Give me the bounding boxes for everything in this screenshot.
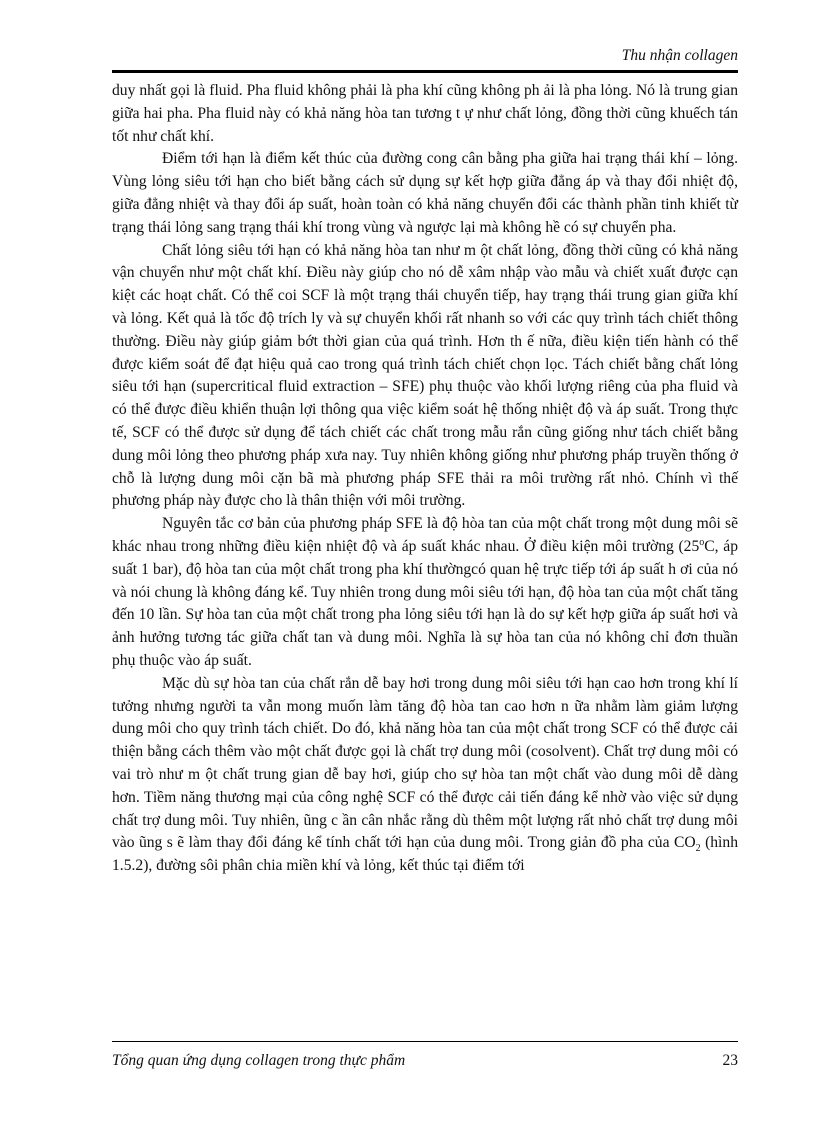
text-run: Mặc dù sự hòa tan của chất rắn dễ bay hơi trong dung môi siêu tới hạn cao hơn trong khí lí tưởng nhưng người ta vẫn mong muốn làm tăng độ hòa tan cao hơn n ữa nhằm làm giảm lượng dung môi cho quy trình tách chiết. Do đó, khả năng hòa tan của một chất trong SCF có thể được cải thiện bằng cách thêm vào một chất được gọi là chất trợ dung môi (cosolvent). Chất trợ dung môi có vai trò như m ột chất trung gian dễ bay hơi, giúp cho sự hòa tan một chất vào dung môi dễ dàng hơn. Tiềm năng thương mại của công nghệ SCF có thể được cải tiến đáng kể nhờ vào việc sử dụng chất trợ dung môi. Tuy nhiên, ũng c ần cân nhắc rằng dù thêm một lượng rất nhỏ chất trợ dung môi vào ũng s ẽ làm thay đổi đáng kể tính chất tới hạn của dung môi. Trong giản đồ pha của CO bbox=[112, 674, 738, 852]
page-number: 23 bbox=[722, 1052, 738, 1069]
paragraph: Điểm tới hạn là điểm kết thúc của đường cong cân bằng pha giữa hai trạng thái khí – lỏng. Vùng lỏng siêu tới hạn cho biết bằng cách sử dụng sự kết hợp giữa đẳng áp và thay đổi nhiệt độ, giữa đẳng nhiệt và thay đổi áp suất, hoàn toàn có khả năng chuyển đổi các thành phần tinh khiết từ trạng thái lỏng sang trạng thái khí trong vùng và ngược lại mà không hề có sự chuyển pha. bbox=[112, 150, 738, 236]
paragraph bbox=[112, 513, 738, 673]
page-body bbox=[112, 80, 738, 878]
text-run: C, áp suất 1 bar), độ hòa tan của một chất trong pha khí thườngcó quan hệ trực tiếp tới áp suất h ơi của nó và nói chung là không đáng kể. Tuy nhiên trong dung môi siêu tới hạn, độ hòa tan của một chất tăng đến 10 lần. Sự hòa tan của một chất trong pha lỏng siêu tới hạn là do sự kết hợp giữa áp suất hơi và ảnh hưởng tương tác giữa chất tan và dung môi. Nghĩa là sự hòa tan của nó không chỉ đơn thuần phụ thuộc vào áp suất. bbox=[112, 537, 738, 669]
paragraph: Chất lỏng siêu tới hạn có khả năng hòa tan như m ột chất lỏng, đồng thời cũng có khả năng vận chuyển như một chất khí. Điều này giúp cho nó dễ xâm nhập vào mẫu và chiết xuất được cạn kiệt các hoạt chất. Có thể coi SCF là một trạng thái chuyển tiếp, hay trạng thái trung gian giữa khí và lỏng. Kết quả là tốc độ trích ly và sự chuyển khối rất nhanh so với các quy trình tách chiết thông thường. Điều này giúp giảm bớt thời gian của quá trình. Hơn th ế nữa, điều kiện tiến hành có thể được kiểm soát để đạt hiệu quả cao trong quá trình tách chiết chọn lọc. Tách chiết bằng chất lỏng siêu tới hạn (supercritical fluid extraction – SFE) phụ thuộc vào khối lượng riêng của pha fluid và có thể được điều khiển thuận lợi thông qua việc kiểm soát hệ thống nhiệt độ và áp suất. Trong thực tế, SCF có thể được sử dụng để tách chiết các chất trong mẫu rắn cũng giống như tách chiết bằng dung môi lỏng theo phương pháp xưa nay. Tuy nhiên không giống như phương pháp truyền thống ở chỗ là lượng dung môi cặn bã mà phương pháp SFE thải ra môi trường rất nhỏ. Chính vì thế phương pháp này được cho là thân thiện với môi trường. bbox=[112, 241, 738, 510]
co2-subscript: 2 bbox=[695, 843, 701, 855]
header-rule bbox=[112, 70, 738, 73]
text-run: Nguyên tắc cơ bản của phương pháp SFE là độ hòa tan của một chất trong một dung môi sẽ khác nhau trong những điều kiện nhiệt độ và áp suất khác nhau. Ở điều kiện môi trường (25 bbox=[112, 515, 738, 555]
page-header-title: Thu nhận collagen bbox=[621, 47, 738, 64]
paragraph: duy nhất gọi là fluid. Pha fluid không phải là pha khí cũng không ph ải là pha lỏng. Nó là trung gian giữa hai pha. Pha fluid này có khả năng hòa tan tương t ự như chất lỏng, đồng thời cũng khuếch tán tốt như chất khí. bbox=[112, 82, 738, 145]
degree-superscript: o bbox=[699, 536, 705, 548]
footer-title: Tổng quan ứng dụng collagen trong thực phẩm bbox=[112, 1052, 406, 1069]
paragraph bbox=[112, 673, 738, 878]
footer-rule bbox=[112, 1041, 738, 1042]
text-run: (hình 1.5.2), đường sôi phân chia miền khí và lỏng, kết thúc tại điểm tới bbox=[112, 834, 738, 875]
